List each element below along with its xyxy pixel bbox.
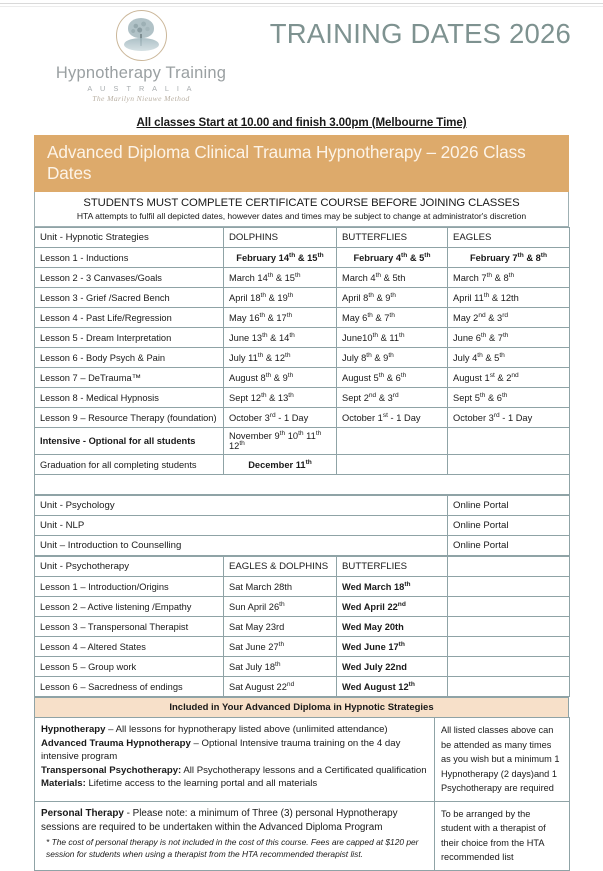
table-row [35, 597, 570, 617]
date-cell-eagles: February 7th & 8th [448, 248, 570, 268]
unit-cell: Lesson 3 – Transpersonal Therapist [35, 617, 224, 637]
unit-cell: Unit - NLP [35, 516, 448, 536]
included-item [41, 777, 428, 791]
column-header: DOLPHINS [224, 228, 337, 248]
table-row [35, 248, 570, 268]
document-header [32, 0, 571, 110]
table-header-row [35, 557, 570, 577]
date-cell-butterflies: August 5th & 6th [337, 368, 448, 388]
section-spacer [35, 475, 570, 495]
date-cell-eagles: May 2nd & 3rd [448, 308, 570, 328]
date-cell-eagles-dolphins: Sat August 22nd [224, 677, 337, 697]
date-cell-butterflies: October 1st - 1 Day [337, 408, 448, 428]
table-row [35, 536, 570, 556]
date-cell-eagles: June 6th & 7th [448, 328, 570, 348]
date-cell-empty [448, 677, 570, 697]
date-cell-dolphins: November 9th 10th 11th 12th [224, 428, 337, 455]
table-row [35, 368, 570, 388]
table-row [35, 408, 570, 428]
column-header: BUTTERFLIES [337, 228, 448, 248]
date-cell-empty [448, 657, 570, 677]
date-cell-butterflies: Wed April 22nd [337, 597, 448, 617]
page-title: TRAINING DATES 2026 [269, 18, 571, 49]
date-cell-dolphins: August 8th & 9th [224, 368, 337, 388]
brand-logo [46, 10, 236, 103]
schedule-sheet [34, 135, 569, 871]
online-units-table [34, 495, 570, 556]
table-row [35, 328, 570, 348]
prerequisite-notice [34, 192, 569, 227]
date-cell-dolphins: October 3rd - 1 Day [224, 408, 337, 428]
date-cell-butterflies: Sept 2nd & 3rd [337, 388, 448, 408]
included-item [41, 723, 428, 737]
unit-cell: Graduation for all completing students [35, 455, 224, 475]
table-header-row [35, 228, 570, 248]
date-cell-butterflies: Wed March 18th [337, 577, 448, 597]
date-cell-eagles: March 7th & 8th [448, 268, 570, 288]
personal-therapy-note: * The cost of personal therapy is not included in the cost of this course. Fees are capped at $120 per session for students when using a therapist from the HTA recommended therapist list. [46, 836, 419, 859]
unit-cell: Lesson 6 - Body Psych & Pain [35, 348, 224, 368]
included-table [34, 717, 570, 871]
date-cell-eagles: October 3rd - 1 Day [448, 408, 570, 428]
included-section-title: Included in Your Advanced Diploma in Hypnotic Strategies [34, 697, 569, 717]
hypnotic-table-body [35, 228, 570, 495]
online-portal-cell: Online Portal [448, 496, 570, 516]
date-cell-empty [448, 577, 570, 597]
table-row [35, 428, 570, 455]
unit-cell: Lesson 2 – Active listening /Empathy [35, 597, 224, 617]
date-cell-butterflies: Wed May 20th [337, 617, 448, 637]
date-cell-empty [448, 617, 570, 637]
included-item-label: Transpersonal Psychotherapy: [41, 764, 182, 776]
personal-therapy-side-note: To be arranged by the student with a therapist of their choice from the HTA recommended list [435, 801, 570, 870]
date-cell-dolphins: June 13th & 14th [224, 328, 337, 348]
included-items-list [41, 723, 428, 791]
unit-cell: Lesson 8 - Medical Hypnosis [35, 388, 224, 408]
online-portal-cell: Online Portal [448, 536, 570, 556]
course-banner: Advanced Diploma Clinical Trauma Hypnotherapy – 2026 Class Dates [34, 135, 569, 192]
unit-cell: Unit - Psychology [35, 496, 448, 516]
date-cell-butterflies: Wed August 12th [337, 677, 448, 697]
unit-cell: Lesson 3 - Grief /Sacred Bench [35, 288, 224, 308]
date-cell-eagles [448, 455, 570, 475]
unit-cell: Lesson 9 – Resource Therapy (foundation) [35, 408, 224, 428]
included-item-label: Advanced Trauma Hypnotherapy [41, 737, 191, 749]
brand-name: Hypnotherapy Training [55, 64, 227, 82]
date-cell-dolphins: March 14th & 15th [224, 268, 337, 288]
personal-therapy-label: Personal Therapy [41, 807, 124, 819]
table-row [35, 288, 570, 308]
table-row [35, 677, 570, 697]
unit-cell: Lesson 6 – Sacredness of endings [35, 677, 224, 697]
date-cell-dolphins: Sept 12th & 13th [224, 388, 337, 408]
date-cell-butterflies: June10th & 11th [337, 328, 448, 348]
included-item-label: Hypnotherapy [41, 724, 106, 735]
date-cell-butterflies [337, 428, 448, 455]
table-row [35, 496, 570, 516]
tree-circle-logo-icon [116, 10, 167, 61]
date-cell-eagles-dolphins: Sat March 28th [224, 577, 337, 597]
date-cell-empty [448, 637, 570, 657]
unit-cell: Lesson 1 - Inductions [35, 248, 224, 268]
personal-therapy-body: - Please note: a minimum of Three (3) personal Hypnotherapy sessions are required to be undertaken within the Advanced Diploma Program [41, 807, 398, 833]
included-item-text: Lifetime access to the learning portal and all materials [85, 778, 318, 789]
personal-therapy-text [41, 807, 428, 836]
unit-cell: Lesson 5 - Dream Interpretation [35, 328, 224, 348]
brand-country: A U S T R A L I A [87, 84, 195, 93]
included-item-text: – Optional Intensive trauma training on the 4 day intensive program [41, 737, 401, 762]
date-cell-butterflies: March 4th & 5th [337, 268, 448, 288]
date-cell-eagles: Sept 5th & 6th [448, 388, 570, 408]
date-cell-butterflies: April 8th & 9th [337, 288, 448, 308]
online-portal-cell: Online Portal [448, 516, 570, 536]
unit-cell: Lesson 1 – Introduction/Origins [35, 577, 224, 597]
date-cell-butterflies: July 8th & 9th [337, 348, 448, 368]
unit-cell: Lesson 5 – Group work [35, 657, 224, 677]
included-side-note: All listed classes above can be attended as many times as you wish but a minimum 1 Hypnotherapy (2 days)and 1 Psychotherapy are required [435, 718, 570, 802]
table-row [35, 577, 570, 597]
date-cell-butterflies: February 4th & 5th [337, 248, 448, 268]
hypnotic-strategies-table [34, 227, 570, 495]
date-cell-eagles-dolphins: Sat May 23rd [224, 617, 337, 637]
included-item-text: All Psychotherapy lessons and a Certificated qualification [181, 764, 427, 776]
notice-primary: STUDENTS MUST COMPLETE CERTIFICATE COURSE BEFORE JOINING CLASSES [83, 197, 520, 209]
date-cell-butterflies: May 6th & 7th [337, 308, 448, 328]
column-header [448, 557, 570, 577]
unit-cell: Unit – Introduction to Counselling [35, 536, 448, 556]
table-row [35, 388, 570, 408]
date-cell-eagles: April 11th & 12th [448, 288, 570, 308]
date-cell-dolphins: December 11th [224, 455, 337, 475]
date-cell-butterflies [337, 455, 448, 475]
unit-cell: Lesson 4 – Altered States [35, 637, 224, 657]
included-items-cell [35, 718, 435, 802]
psychotherapy-table-body [35, 557, 570, 697]
unit-cell: Intensive - Optional for all students [35, 428, 224, 455]
date-cell-dolphins: July 11th & 12th [224, 348, 337, 368]
included-item [41, 737, 428, 764]
table-row [35, 268, 570, 288]
unit-cell: Lesson 2 - 3 Canvases/Goals [35, 268, 224, 288]
date-cell-eagles-dolphins: Sat July 18th [224, 657, 337, 677]
included-item-label: Materials: [41, 778, 86, 789]
table-row [35, 455, 570, 475]
date-cell-eagles [448, 428, 570, 455]
date-cell-butterflies: Wed June 17th [337, 637, 448, 657]
table-row [35, 718, 570, 802]
table-row [35, 801, 570, 870]
column-header: Unit - Hypnotic Strategies [35, 228, 224, 248]
psychotherapy-table [34, 556, 570, 697]
column-header: EAGLES & DOLPHINS [224, 557, 337, 577]
table-row [35, 516, 570, 536]
included-item-text: – All lessons for hypnotherapy listed above (unlimited attendance) [105, 724, 388, 735]
class-times-note: All classes Start at 10.00 and finish 3.00pm (Melbourne Time) [136, 116, 467, 129]
brand-tagline: The Marilyn Nieuwe Method [92, 94, 190, 103]
unit-cell: Lesson 7 – DeTrauma™ [35, 368, 224, 388]
table-row [35, 617, 570, 637]
date-cell-eagles: July 4th & 5th [448, 348, 570, 368]
table-row [35, 348, 570, 368]
column-header: EAGLES [448, 228, 570, 248]
column-header: Unit - Psychotherapy [35, 557, 224, 577]
table-row [35, 657, 570, 677]
online-units-body [35, 496, 570, 556]
table-row [35, 637, 570, 657]
date-cell-eagles-dolphins: Sat June 27th [224, 637, 337, 657]
included-item [41, 764, 428, 778]
unit-cell: Lesson 4 - Past Life/Regression [35, 308, 224, 328]
date-cell-eagles: August 1st & 2nd [448, 368, 570, 388]
date-cell-dolphins: May 16th & 17th [224, 308, 337, 328]
table-row [35, 308, 570, 328]
notice-secondary: HTA attempts to fulfil all depicted dates, however dates and times may be subject to change at administrator's discretion [76, 211, 527, 221]
date-cell-empty [448, 597, 570, 617]
date-cell-butterflies: Wed July 22nd [337, 657, 448, 677]
date-cell-dolphins: February 14th & 15th [224, 248, 337, 268]
column-header: BUTTERFLIES [337, 557, 448, 577]
personal-therapy-cell [35, 801, 435, 870]
date-cell-eagles-dolphins: Sun April 26th [224, 597, 337, 617]
date-cell-dolphins: April 18th & 19th [224, 288, 337, 308]
